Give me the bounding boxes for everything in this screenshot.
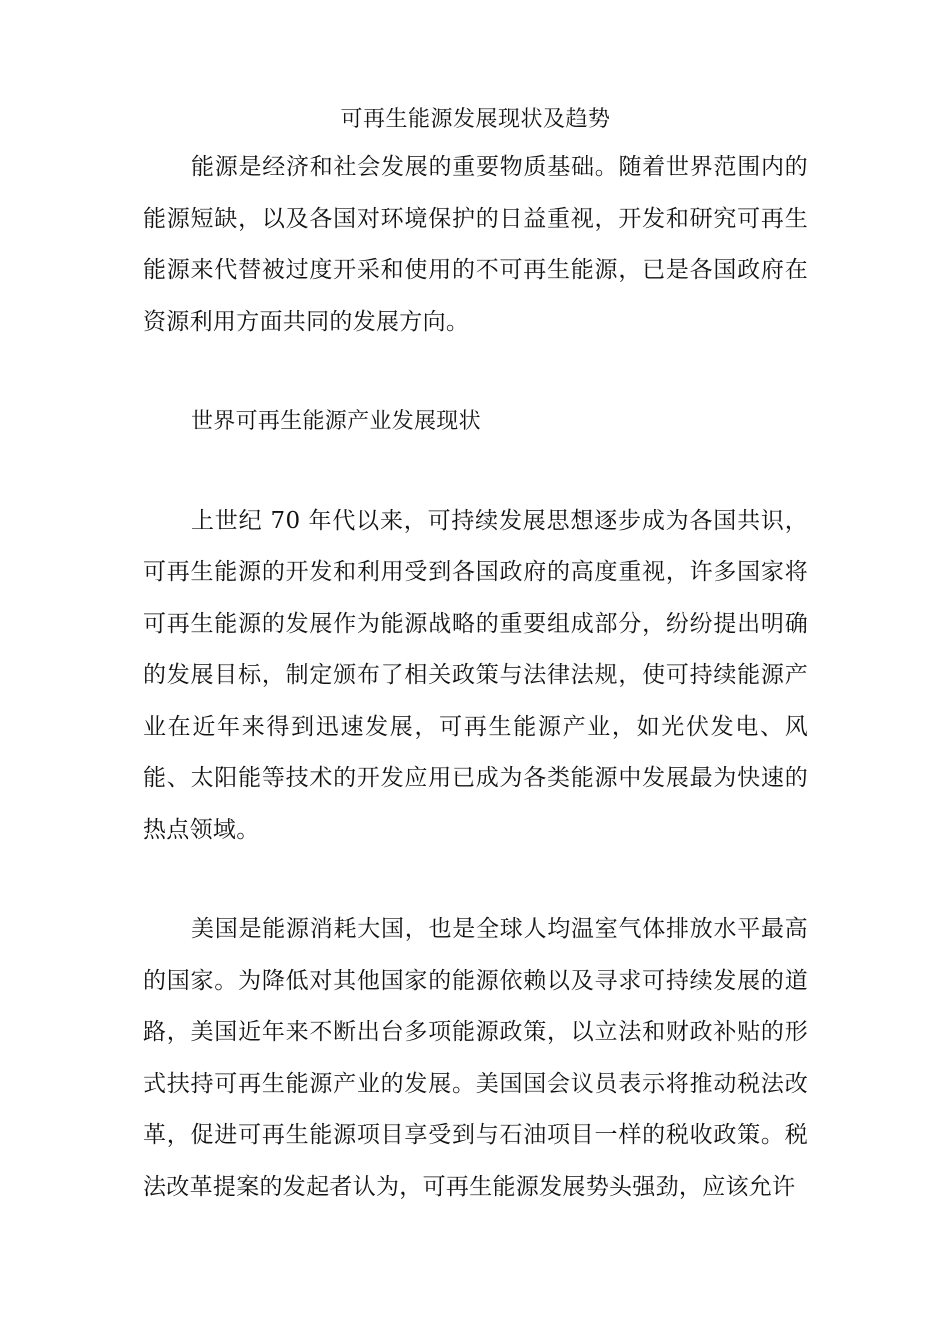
- intro-paragraph: 能源是经济和社会发展的重要物质基础。随着世界范围内的能源短缺，以及各国对环境保护的日益重视，开发和研究可再生能源来代替被过度开采和使用的不可再生能源，已是各国政府在资源利用方面共同的发展方向。: [143, 154, 808, 335]
- document-title: 可再生能源发展现状及趋势: [340, 107, 611, 132]
- document-body: [143, 98, 808, 1213]
- paragraph-spacer: [143, 348, 808, 396]
- section-heading: 世界可再生能源产业发展现状: [191, 409, 481, 434]
- body-paragraph-1: 上世纪 70 年代以来，可持续发展思想逐步成为各国共识，可再生能源的开发和利用受到各国政府的高度重视，许多国家将可再生能源的发展作为能源战略的重要组成部分，纷纷提出明确的发展目标，制定颁布了相关政策与法律法规，使可持续能源产业在近年来得到迅速发展，可再生能源产业，如光伏发电、风能、太阳能等技术的开发应用已成为各类能源中发展最为快速的热点领域。: [143, 507, 808, 843]
- body-paragraph-2: 美国是能源消耗大国，也是全球人均温室气体排放水平最高的国家。为降低对其他国家的能源依赖以及寻求可持续发展的道路，美国近年来不断出台多项能源政策，以立法和财政补贴的形式扶持可再生能源产业的发展。美国国会议员表示将推动税法改革，促进可再生能源项目享受到与石油项目一样的税收政策。税法改革提案的发起者认为，可再生能源发展势头强劲，应该允许: [143, 916, 808, 1200]
- paragraph-spacer: [143, 856, 808, 904]
- paragraph-spacer: [143, 448, 808, 496]
